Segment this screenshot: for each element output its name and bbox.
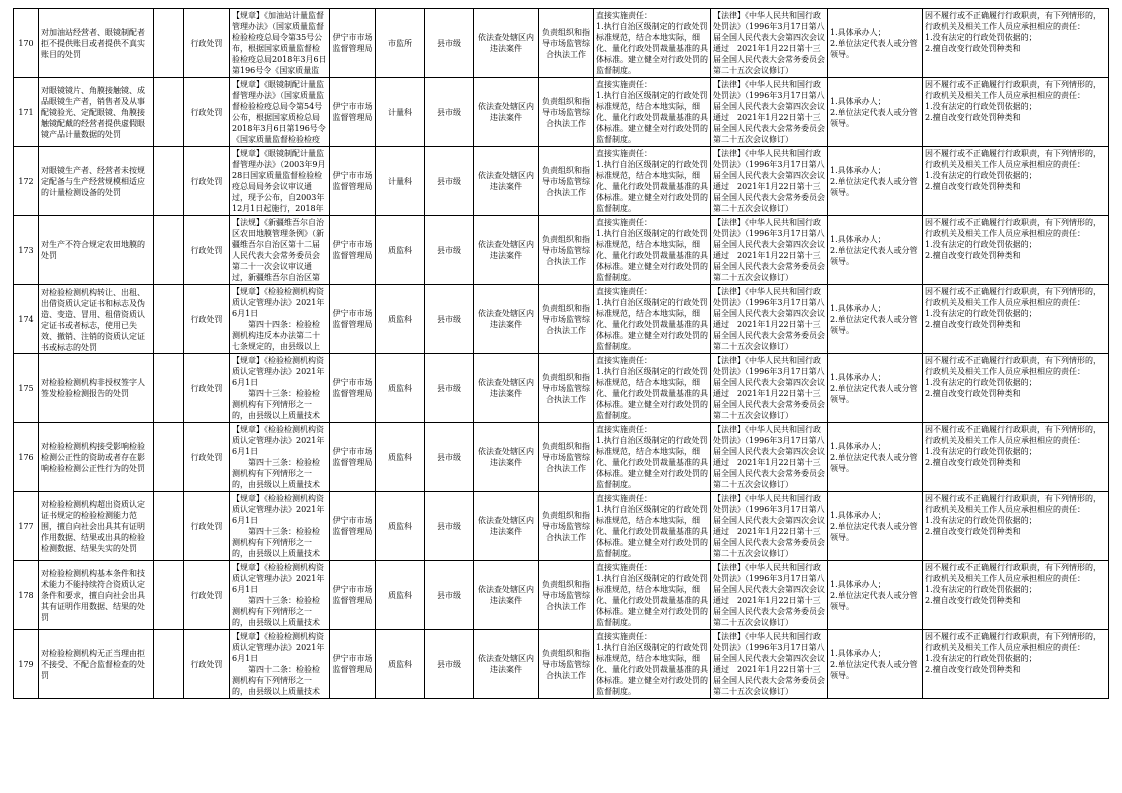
- implementing-agency-cell: [330, 630, 376, 699]
- responsible-subject-cell: [828, 423, 923, 492]
- responsible-department-cell: [376, 147, 425, 216]
- implementation-scope-cell: [474, 492, 539, 561]
- implementing-agency: 伊宁市市场监督管理局: [332, 516, 373, 536]
- item-type: 行政处罚: [190, 659, 223, 669]
- implementation-scope: 依法查处辖区内违法案件: [478, 447, 534, 467]
- responsible-department: 质监科: [388, 521, 412, 531]
- liability-clause: 因不履行或不正确履行行政职责，有下列情形的，行政机关及相关工作人员应承担相应的责任： 1.没有法定的行政处罚依据的； 2.擅自改变行政处罚种类和: [925, 80, 1101, 122]
- responsible-subject: 1.具体承办人； 2.单位法定代表人或分管领导。: [830, 27, 918, 59]
- blank-cell: [154, 525, 183, 527]
- liability-clause-cell: [923, 354, 1109, 423]
- item-type-cell: [184, 216, 230, 285]
- item-number-cell: [14, 423, 39, 492]
- legal-basis: 【规章】《检验检测机构资质认定管理办法》2021年6月1日 第四十三条：检验检测机构有下列情形之一的，由县级以上质量技术: [232, 356, 325, 420]
- legal-basis: 【规章】《加油站计量监督管理办法》（国家质量监督检验检疫总局令第35号公布，根据国家质量监督检验检疫总局2018年3月6日第196号令《国家质量监: [232, 11, 327, 75]
- implementing-agency: 伊宁市市场监督管理局: [332, 654, 373, 674]
- implementation-scope-cell: [474, 354, 539, 423]
- implementing-agency-cell: [330, 423, 376, 492]
- responsibility-matter-cell: [539, 630, 594, 699]
- item-number-cell: [14, 561, 39, 630]
- item-type: 行政处罚: [190, 383, 223, 393]
- exercise-level: 县市级: [437, 383, 461, 393]
- table-row: [14, 354, 1109, 423]
- power-list-table: [13, 8, 1109, 699]
- duty-description-cell: [594, 423, 711, 492]
- item-number-cell: [14, 78, 39, 147]
- responsible-subject: 1.具体承办人； 2.单位法定代表人或分管领导。: [830, 303, 918, 335]
- item-name: 对眼镜镜片、角膜接触镜、成品眼镜生产者，销售者及从事配镜验光、定配眼镜、角膜接触镜配戴的经营者提供虚假眼镜产品计量数据的处罚: [41, 85, 145, 139]
- item-name-cell: [39, 561, 154, 630]
- exercise-level: 县市级: [437, 176, 461, 186]
- liability-clause: 因不履行或不正确履行行政职责，有下列情形的，行政机关及相关工作人员应承担相应的责任： 1.没有法定的行政处罚依据的； 2.擅自改变行政处罚种类和: [925, 494, 1101, 536]
- implementation-scope-cell: [474, 216, 539, 285]
- blank-cell: [154, 180, 183, 182]
- duty-legal-basis-cell: [711, 285, 828, 354]
- item-type-cell: [184, 9, 230, 78]
- liability-clause: 因不履行或不正确履行行政职责，有下列情形的，行政机关及相关工作人员应承担相应的责任： 1.没有法定的行政处罚依据的； 2.擅自改变行政处罚种类和: [925, 563, 1101, 605]
- responsible-department: 质监科: [388, 245, 412, 255]
- duty-legal-basis-cell: [711, 354, 828, 423]
- table-row: [14, 423, 1109, 492]
- legal-basis-cell: [230, 78, 330, 147]
- item-number-cell: [14, 492, 39, 561]
- duty-description: 直接实施责任： 1.执行自治区级制定的行政处罚标准规范，结合本地实际，细化、量化行政处罚裁量基准的具体标准。建立健全对行政处罚的监督制度。: [596, 494, 708, 558]
- duty-legal-basis-cell: [711, 78, 828, 147]
- responsible-department-cell: [376, 285, 425, 354]
- legal-basis-cell: [230, 354, 330, 423]
- liability-clause-cell: [923, 285, 1109, 354]
- blank-cell: [154, 456, 183, 458]
- legal-basis: 【法规】《新疆维吾尔自治区农田地膜管理条例》（新疆维吾尔自治区第十二届人民代表大会常务委员会第二十一次会议审议通过，新疆维吾尔自治区第: [232, 218, 324, 282]
- item-number-cell: [14, 9, 39, 78]
- duty-legal-basis-cell: [711, 216, 828, 285]
- duty-legal-basis: 【法律】《中华人民共和国行政处罚法》（1996年3月17日第八届全国人民代表大会第四次会议通过 2021年1月22日第十三届全国人民代表大会常务委员会第二十五次会议修订）: [713, 563, 825, 627]
- liability-clause-cell: [923, 561, 1109, 630]
- duty-description: 直接实施责任： 1.执行自治区级制定的行政处罚标准规范，结合本地实际，细化、量化行政处罚裁量基准的具体标准。建立健全对行政处罚的监督制度。: [596, 218, 708, 282]
- item-type-cell: [184, 354, 230, 423]
- implementation-scope-cell: [474, 630, 539, 699]
- item-number-cell: [14, 216, 39, 285]
- blank-cell: [154, 594, 183, 596]
- item-name-cell: [39, 354, 154, 423]
- duty-legal-basis: 【法律】《中华人民共和国行政处罚法》（1996年3月17日第八届全国人民代表大会第四次会议通过 2021年1月22日第十三届全国人民代表大会常务委员会第二十五次会议修订）: [713, 425, 825, 489]
- responsible-department: 质监科: [388, 659, 412, 669]
- legal-basis-cell: [230, 216, 330, 285]
- liability-clause: 因不履行或不正确履行行政职责，有下列情形的，行政机关及相关工作人员应承担相应的责任： 1.没有法定的行政处罚依据的； 2.擅自改变行政处罚种类和: [925, 218, 1101, 260]
- item-type: 行政处罚: [190, 245, 223, 255]
- duty-description-cell: [594, 285, 711, 354]
- item-name: 对检验检测机构无正当理由拒不接受、不配合监督检查的处罚: [41, 648, 145, 680]
- item-number: 172: [18, 176, 34, 186]
- duty-description: 直接实施责任： 1.执行自治区级制定的行政处罚标准规范，结合本地实际，细化、量化行政处罚裁量基准的具体标准。建立健全对行政处罚的监督制度。: [596, 11, 708, 75]
- responsible-subject: 1.具体承办人； 2.单位法定代表人或分管领导。: [830, 510, 918, 542]
- blank-cell-cell: [154, 354, 184, 423]
- duty-legal-basis-cell: [711, 492, 828, 561]
- responsibility-matter: 负责组织和指导市场监管综合执法工作: [542, 303, 590, 335]
- responsible-department-cell: [376, 354, 425, 423]
- table-row: [14, 216, 1109, 285]
- item-type: 行政处罚: [190, 107, 223, 117]
- liability-clause: 因不履行或不正确履行行政职责，有下列情形的，行政机关及相关工作人员应承担相应的责任： 1.没有法定的行政处罚依据的； 2.擅自改变行政处罚种类和: [925, 632, 1101, 674]
- implementing-agency: 伊宁市市场监督管理局: [332, 585, 373, 605]
- responsibility-matter: 负责组织和指导市场监管综合执法工作: [542, 510, 590, 542]
- exercise-level-cell: [425, 492, 474, 561]
- duty-description: 直接实施责任： 1.执行自治区级制定的行政处罚标准规范，结合本地实际，细化、量化行政处罚裁量基准的具体标准。建立健全对行政处罚的监督制度。: [596, 356, 708, 420]
- responsible-subject: 1.具体承办人； 2.单位法定代表人或分管领导。: [830, 96, 918, 128]
- exercise-level-cell: [425, 285, 474, 354]
- exercise-level-cell: [425, 630, 474, 699]
- implementing-agency: 伊宁市市场监督管理局: [332, 171, 373, 191]
- exercise-level-cell: [425, 78, 474, 147]
- duty-legal-basis-cell: [711, 9, 828, 78]
- item-type-cell: [184, 147, 230, 216]
- legal-basis-cell: [230, 285, 330, 354]
- liability-clause-cell: [923, 216, 1109, 285]
- item-number: 175: [18, 383, 34, 393]
- duty-description-cell: [594, 78, 711, 147]
- liability-clause-cell: [923, 147, 1109, 216]
- blank-cell-cell: [154, 147, 184, 216]
- blank-cell: [154, 318, 183, 320]
- item-type-cell: [184, 78, 230, 147]
- duty-description-cell: [594, 9, 711, 78]
- item-name-cell: [39, 423, 154, 492]
- responsible-department: 计量科: [388, 107, 412, 117]
- table-row: [14, 492, 1109, 561]
- duty-description: 直接实施责任： 1.执行自治区级制定的行政处罚标准规范，结合本地实际，细化、量化行政处罚裁量基准的具体标准。建立健全对行政处罚的监督制度。: [596, 632, 708, 696]
- responsibility-matter: 负责组织和指导市场监管综合执法工作: [542, 648, 590, 680]
- table-row: [14, 147, 1109, 216]
- item-name: 对生产不符合规定农田地膜的处罚: [41, 240, 145, 260]
- item-type: 行政处罚: [190, 452, 223, 462]
- table-row: [14, 630, 1109, 699]
- liability-clause-cell: [923, 630, 1109, 699]
- blank-cell-cell: [154, 285, 184, 354]
- exercise-level-cell: [425, 147, 474, 216]
- item-number: 176: [18, 452, 34, 462]
- duty-legal-basis: 【法律】《中华人民共和国行政处罚法》（1996年3月17日第八届全国人民代表大会第四次会议通过 2021年1月22日第十三届全国人民代表大会常务委员会第二十五次会议修订）: [713, 11, 825, 75]
- item-number: 179: [18, 659, 34, 669]
- responsibility-matter-cell: [539, 492, 594, 561]
- item-name: 对检验检测机构非授权签字人签发检验检测报告的处罚: [41, 378, 145, 398]
- item-number: 177: [18, 521, 34, 531]
- responsible-department: 质监科: [388, 314, 412, 324]
- implementing-agency-cell: [330, 78, 376, 147]
- responsible-department-cell: [376, 78, 425, 147]
- responsible-department-cell: [376, 561, 425, 630]
- legal-basis: 【规章】《眼镜制配计量监督管理办法》（国家质量监督检验检疫总局令第54号公布，根据国家质检总局2018年3月6日第196号令《国家质量监督检验检疫: [232, 80, 326, 144]
- legal-basis-cell: [230, 492, 330, 561]
- duty-description-cell: [594, 630, 711, 699]
- table-row: [14, 285, 1109, 354]
- responsibility-matter: 负责组织和指导市场监管综合执法工作: [542, 372, 590, 404]
- exercise-level: 县市级: [437, 452, 461, 462]
- duty-legal-basis: 【法律】《中华人民共和国行政处罚法》（1996年3月17日第八届全国人民代表大会第四次会议通过 2021年1月22日第十三届全国人民代表大会常务委员会第二十五次会议修订）: [713, 149, 825, 213]
- item-type-cell: [184, 285, 230, 354]
- responsibility-matter-cell: [539, 147, 594, 216]
- table-row: [14, 561, 1109, 630]
- item-name: 对眼镜生产者、经营者未按规定配备与生产经营规模相适应的计量检测设备的处罚: [41, 165, 145, 197]
- item-number: 173: [18, 245, 34, 255]
- responsible-subject-cell: [828, 147, 923, 216]
- exercise-level-cell: [425, 216, 474, 285]
- legal-basis-cell: [230, 9, 330, 78]
- blank-cell-cell: [154, 423, 184, 492]
- blank-cell: [154, 111, 183, 113]
- implementing-agency-cell: [330, 354, 376, 423]
- implementation-scope: 依法查处辖区内违法案件: [478, 516, 534, 536]
- exercise-level-cell: [425, 9, 474, 78]
- implementing-agency: 伊宁市市场监督管理局: [332, 102, 373, 122]
- item-type-cell: [184, 492, 230, 561]
- item-number: 174: [18, 314, 34, 324]
- exercise-level: 县市级: [437, 659, 461, 669]
- table-row: [14, 78, 1109, 147]
- duty-description-cell: [594, 561, 711, 630]
- duty-description-cell: [594, 216, 711, 285]
- duty-legal-basis: 【法律】《中华人民共和国行政处罚法》（1996年3月17日第八届全国人民代表大会第四次会议通过 2021年1月22日第十三届全国人民代表大会常务委员会第二十五次会议修订）: [713, 80, 825, 144]
- duty-description-cell: [594, 147, 711, 216]
- item-type: 行政处罚: [190, 176, 223, 186]
- responsibility-matter: 负责组织和指导市场监管综合执法工作: [542, 27, 590, 59]
- liability-clause: 因不履行或不正确履行行政职责，有下列情形的，行政机关及相关工作人员应承担相应的责任： 1.没有法定的行政处罚依据的； 2.擅自改变行政处罚种类和: [925, 149, 1101, 191]
- legal-basis-cell: [230, 630, 330, 699]
- item-name-cell: [39, 9, 154, 78]
- exercise-level: 县市级: [437, 245, 461, 255]
- responsibility-matter-cell: [539, 354, 594, 423]
- implementing-agency: 伊宁市市场监督管理局: [332, 309, 373, 329]
- blank-cell-cell: [154, 630, 184, 699]
- duty-description: 直接实施责任： 1.执行自治区级制定的行政处罚标准规范，结合本地实际，细化、量化行政处罚裁量基准的具体标准。建立健全对行政处罚的监督制度。: [596, 80, 708, 144]
- item-number-cell: [14, 147, 39, 216]
- table-row: [14, 9, 1109, 78]
- duty-description: 直接实施责任： 1.执行自治区级制定的行政处罚标准规范，结合本地实际，细化、量化行政处罚裁量基准的具体标准。建立健全对行政处罚的监督制度。: [596, 149, 708, 213]
- responsibility-matter-cell: [539, 216, 594, 285]
- implementing-agency: 伊宁市市场监督管理局: [332, 378, 373, 398]
- implementing-agency-cell: [330, 492, 376, 561]
- responsible-department-cell: [376, 630, 425, 699]
- responsibility-matter-cell: [539, 561, 594, 630]
- liability-clause: 因不履行或不正确履行行政职责，有下列情形的，行政机关及相关工作人员应承担相应的责任： 1.没有法定的行政处罚依据的； 2.擅自改变行政处罚种类和: [925, 11, 1101, 53]
- exercise-level-cell: [425, 423, 474, 492]
- duty-description: 直接实施责任： 1.执行自治区级制定的行政处罚标准规范，结合本地实际，细化、量化行政处罚裁量基准的具体标准。建立健全对行政处罚的监督制度。: [596, 287, 708, 351]
- responsible-department-cell: [376, 9, 425, 78]
- implementation-scope-cell: [474, 285, 539, 354]
- blank-cell-cell: [154, 561, 184, 630]
- item-type: 行政处罚: [190, 314, 223, 324]
- duty-legal-basis-cell: [711, 561, 828, 630]
- implementation-scope: 依法查处辖区内违法案件: [478, 654, 534, 674]
- item-name-cell: [39, 285, 154, 354]
- responsibility-matter: 负责组织和指导市场监管综合执法工作: [542, 96, 590, 128]
- duty-description-cell: [594, 354, 711, 423]
- duty-legal-basis-cell: [711, 423, 828, 492]
- item-name: 对检验检测机构转让、出租、出借资质认定证书和标志及伪造、变造、冒用、租借资质认定证书或者标志，使用已失效、撤销、注销的资质认定证书或标志的处罚: [41, 287, 145, 352]
- responsible-department: 质监科: [388, 590, 412, 600]
- item-type: 行政处罚: [190, 590, 223, 600]
- responsible-subject: 1.具体承办人； 2.单位法定代表人或分管领导。: [830, 579, 918, 611]
- responsibility-matter-cell: [539, 9, 594, 78]
- responsible-department: 质监科: [388, 383, 412, 393]
- blank-cell: [154, 663, 183, 665]
- blank-cell-cell: [154, 492, 184, 561]
- responsible-subject: 1.具体承办人； 2.单位法定代表人或分管领导。: [830, 234, 918, 266]
- exercise-level-cell: [425, 561, 474, 630]
- item-type: 行政处罚: [190, 38, 223, 48]
- responsible-subject-cell: [828, 492, 923, 561]
- exercise-level: 县市级: [437, 107, 461, 117]
- exercise-level: 县市级: [437, 38, 461, 48]
- implementation-scope: 依法查处辖区内违法案件: [478, 240, 534, 260]
- implementing-agency-cell: [330, 561, 376, 630]
- blank-cell-cell: [154, 78, 184, 147]
- duty-legal-basis: 【法律】《中华人民共和国行政处罚法》（1996年3月17日第八届全国人民代表大会第四次会议通过 2021年1月22日第十三届全国人民代表大会常务委员会第二十五次会议修订）: [713, 218, 825, 282]
- item-name-cell: [39, 147, 154, 216]
- exercise-level: 县市级: [437, 314, 461, 324]
- responsibility-matter: 负责组织和指导市场监管综合执法工作: [542, 579, 590, 611]
- item-number: 171: [18, 107, 34, 117]
- exercise-level-cell: [425, 354, 474, 423]
- implementation-scope: 依法查处辖区内违法案件: [478, 378, 534, 398]
- duty-description: 直接实施责任： 1.执行自治区级制定的行政处罚标准规范，结合本地实际，细化、量化行政处罚裁量基准的具体标准。建立健全对行政处罚的监督制度。: [596, 563, 708, 627]
- responsible-department: 市监所: [388, 38, 412, 48]
- responsible-subject: 1.具体承办人； 2.单位法定代表人或分管领导。: [830, 648, 918, 680]
- item-type: 行政处罚: [190, 521, 223, 531]
- item-number-cell: [14, 354, 39, 423]
- duty-legal-basis-cell: [711, 630, 828, 699]
- item-name: 对检验检测机构超出资质认定证书规定的检验检测能力范围，擅自向社会出具其有证明作用数据、结果或出具的检验检测数据、结果失实的处罚: [41, 499, 145, 553]
- implementation-scope: 依法查处辖区内违法案件: [478, 33, 534, 53]
- item-name-cell: [39, 216, 154, 285]
- responsible-subject-cell: [828, 354, 923, 423]
- blank-cell: [154, 249, 183, 251]
- legal-basis-cell: [230, 423, 330, 492]
- blank-cell-cell: [154, 9, 184, 78]
- responsibility-matter: 负责组织和指导市场监管综合执法工作: [542, 165, 590, 197]
- implementation-scope: 依法查处辖区内违法案件: [478, 102, 534, 122]
- implementing-agency: 伊宁市市场监督管理局: [332, 240, 373, 260]
- responsible-subject: 1.具体承办人； 2.单位法定代表人或分管领导。: [830, 372, 918, 404]
- item-number-cell: [14, 630, 39, 699]
- blank-cell: [154, 387, 183, 389]
- exercise-level: 县市级: [437, 590, 461, 600]
- duty-legal-basis-cell: [711, 147, 828, 216]
- implementation-scope-cell: [474, 561, 539, 630]
- responsible-subject-cell: [828, 78, 923, 147]
- duty-legal-basis: 【法律】《中华人民共和国行政处罚法》（1996年3月17日第八届全国人民代表大会第四次会议通过 2021年1月22日第十三届全国人民代表大会常务委员会第二十五次会议修订）: [713, 494, 825, 558]
- item-name: 对加油站经营者、眼镜制配者拒不提供账目或者提供不真实账目的处罚: [41, 27, 145, 59]
- exercise-level: 县市级: [437, 521, 461, 531]
- blank-cell: [154, 42, 183, 44]
- item-name: 对检验检测机构基本条件和技术能力不能持续符合资质认定条件和要求，擅自向社会出具其有证明作用数据、结果的处罚: [41, 568, 145, 622]
- implementation-scope-cell: [474, 423, 539, 492]
- implementing-agency-cell: [330, 9, 376, 78]
- legal-basis: 【规章】《检验检测机构资质认定管理办法》2021年6月1日 第四十二条：检验检测机构有下列情形之一的，由县级以上质量技术: [232, 632, 325, 696]
- liability-clause-cell: [923, 9, 1109, 78]
- legal-basis: 【规章】《检验检测机构资质认定管理办法》2021年6月1日 第四十三条：检验检测机构有下列情形之一的，由县级以上质量技术: [232, 425, 325, 489]
- implementing-agency-cell: [330, 147, 376, 216]
- liability-clause: 因不履行或不正确履行行政职责，有下列情形的，行政机关及相关工作人员应承担相应的责任： 1.没有法定的行政处罚依据的； 2.擅自改变行政处罚种类和: [925, 287, 1101, 329]
- item-type-cell: [184, 630, 230, 699]
- duty-legal-basis: 【法律】《中华人民共和国行政处罚法》（1996年3月17日第八届全国人民代表大会第四次会议通过 2021年1月22日第十三届全国人民代表大会常务委员会第二十五次会议修订）: [713, 356, 825, 420]
- legal-basis-cell: [230, 147, 330, 216]
- legal-basis-cell: [230, 561, 330, 630]
- liability-clause-cell: [923, 492, 1109, 561]
- item-name-cell: [39, 630, 154, 699]
- duty-description: 直接实施责任： 1.执行自治区级制定的行政处罚标准规范，结合本地实际，细化、量化行政处罚裁量基准的具体标准。建立健全对行政处罚的监督制度。: [596, 425, 708, 489]
- item-number: 170: [18, 38, 34, 48]
- responsibility-matter-cell: [539, 78, 594, 147]
- implementation-scope: 依法查处辖区内违法案件: [478, 309, 534, 329]
- responsible-department-cell: [376, 492, 425, 561]
- responsible-subject-cell: [828, 216, 923, 285]
- responsible-department: 质监科: [388, 452, 412, 462]
- blank-cell-cell: [154, 216, 184, 285]
- responsibility-matter: 负责组织和指导市场监管综合执法工作: [542, 441, 590, 473]
- liability-clause-cell: [923, 78, 1109, 147]
- duty-legal-basis: 【法律】《中华人民共和国行政处罚法》（1996年3月17日第八届全国人民代表大会第四次会议通过 2021年1月22日第十三届全国人民代表大会常务委员会第二十五次会议修订）: [713, 287, 825, 351]
- duty-description-cell: [594, 492, 711, 561]
- implementing-agency: 伊宁市市场监督管理局: [332, 33, 373, 53]
- legal-basis: 【规章】《眼镜制配计量监督管理办法》（2003年9月28日国家质量监督检验检疫总局局务会议审议通过，现予公布，自2003年12月1日起施行，2018年: [232, 149, 326, 213]
- implementation-scope-cell: [474, 78, 539, 147]
- legal-basis: 【规章】《检验检测机构资质认定管理办法》2021年6月1日 第四十三条：检验检测机构有下列情形之一的，由县级以上质量技术: [232, 563, 325, 627]
- responsible-subject-cell: [828, 630, 923, 699]
- responsible-department: 计量科: [388, 176, 412, 186]
- liability-clause-cell: [923, 423, 1109, 492]
- implementing-agency-cell: [330, 216, 376, 285]
- implementing-agency-cell: [330, 285, 376, 354]
- item-type-cell: [184, 423, 230, 492]
- item-name: 对检验检测机构接受影响检验检测公正性的资助或者存在影响检验检测公正性行为的处罚: [41, 441, 145, 473]
- responsible-subject: 1.具体承办人； 2.单位法定代表人或分管领导。: [830, 441, 918, 473]
- responsible-subject-cell: [828, 561, 923, 630]
- responsible-department-cell: [376, 423, 425, 492]
- item-type-cell: [184, 561, 230, 630]
- item-number: 178: [18, 590, 34, 600]
- responsible-subject: 1.具体承办人； 2.单位法定代表人或分管领导。: [830, 165, 918, 197]
- responsible-subject-cell: [828, 9, 923, 78]
- implementing-agency: 伊宁市市场监督管理局: [332, 447, 373, 467]
- responsibility-matter-cell: [539, 285, 594, 354]
- liability-clause: 因不履行或不正确履行行政职责，有下列情形的，行政机关及相关工作人员应承担相应的责任： 1.没有法定的行政处罚依据的； 2.擅自改变行政处罚种类和: [925, 425, 1101, 467]
- implementation-scope: 依法查处辖区内违法案件: [478, 171, 534, 191]
- implementation-scope: 依法查处辖区内违法案件: [478, 585, 534, 605]
- item-name-cell: [39, 78, 154, 147]
- legal-basis: 【规章】《检验检测机构资质认定管理办法》2021年6月1日 第四十三条：检验检测机构有下列情形之一的，由县级以上质量技术: [232, 494, 325, 558]
- responsible-department-cell: [376, 216, 425, 285]
- implementation-scope-cell: [474, 147, 539, 216]
- responsibility-matter: 负责组织和指导市场监管综合执法工作: [542, 234, 590, 266]
- duty-legal-basis: 【法律】《中华人民共和国行政处罚法》（1996年3月17日第八届全国人民代表大会第四次会议通过 2021年1月22日第十三届全国人民代表大会常务委员会第二十五次会议修订）: [713, 632, 825, 696]
- implementation-scope-cell: [474, 9, 539, 78]
- item-number-cell: [14, 285, 39, 354]
- liability-clause: 因不履行或不正确履行行政职责，有下列情形的，行政机关及相关工作人员应承担相应的责任： 1.没有法定的行政处罚依据的； 2.擅自改变行政处罚种类和: [925, 356, 1101, 398]
- legal-basis: 【规章】《检验检测机构资质认定管理办法》2021年6月1日 第四十四条：检验检测机构违反本办法第二十七条规定的，由县级以上: [232, 287, 325, 351]
- responsible-subject-cell: [828, 285, 923, 354]
- responsibility-matter-cell: [539, 423, 594, 492]
- item-name-cell: [39, 492, 154, 561]
